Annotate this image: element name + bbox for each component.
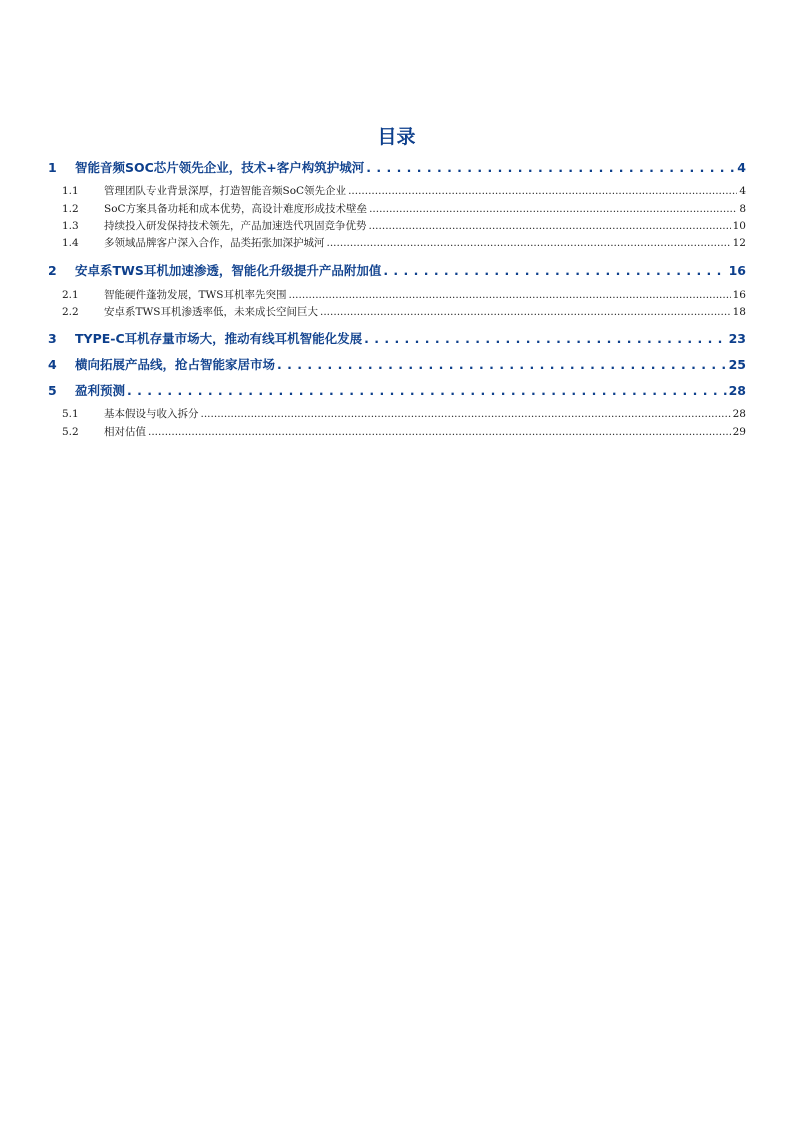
toc-entry-number: 2.1 (62, 289, 79, 301)
toc-entry-page: 25 (728, 357, 746, 372)
toc-entry-number: 1.2 (62, 203, 79, 215)
toc-entry-page: 28 (732, 408, 746, 420)
toc-entry-number: 1 (48, 160, 57, 175)
toc-entry-text: 智能音频SOC芯片领先企业，技术+客户构筑护城河 (75, 160, 365, 175)
toc-entry-text: 基本假设与收入拆分 (104, 408, 199, 420)
toc-entry-page: 28 (728, 383, 746, 398)
toc-entry-page: 4 (737, 160, 746, 175)
toc-entry-text: 持续投入研发保持技术领先，产品加速迭代巩固竞争优势 (104, 220, 367, 232)
toc-entry-page: 23 (728, 331, 746, 346)
toc-entry-2-2[interactable] (62, 304, 746, 320)
toc-entry-text: 安卓系TWS耳机渗透率低，未来成长空间巨大 (104, 306, 318, 318)
toc-entry-page: 16 (732, 289, 746, 301)
dot-leader (127, 383, 727, 398)
dot-leader (148, 426, 731, 438)
toc-entry-1[interactable] (48, 158, 746, 178)
toc-entry-text: SoC方案具备功耗和成本优势，高设计难度形成技术壁垒 (104, 203, 368, 215)
toc-entry-number: 5.2 (62, 426, 79, 438)
toc-entry-4[interactable] (48, 355, 746, 375)
toc-entry-number: 2.2 (62, 306, 79, 318)
toc-entry-number: 1.1 (62, 185, 79, 197)
toc-entry-text: 横向拓展产品线，抢占智能家居市场 (75, 357, 276, 372)
toc-entry-number: 5 (48, 383, 57, 398)
dot-leader (369, 220, 731, 232)
toc-entry-text: 智能硬件蓬勃发展，TWS耳机率先突围 (104, 289, 287, 301)
toc-entry-5-2[interactable] (62, 424, 746, 440)
toc-entry-page: 18 (732, 306, 746, 318)
dot-leader (289, 289, 731, 301)
toc-entry-number: 1.3 (62, 220, 79, 232)
toc-entry-1-2[interactable] (62, 201, 746, 217)
toc-entry-2[interactable] (48, 261, 746, 281)
dot-leader (364, 331, 726, 346)
toc-entry-page: 12 (732, 237, 746, 249)
dot-leader (320, 306, 731, 318)
dot-leader (383, 263, 726, 278)
toc-entry-page: 29 (732, 426, 746, 438)
toc-entry-number: 1.4 (62, 237, 79, 249)
toc-entry-5-1[interactable] (62, 406, 746, 422)
toc-entry-text: 多领域品牌客户深入合作，品类拓张加深护城河 (104, 237, 325, 249)
toc-entry-text: 管理团队专业背景深厚，打造智能音频SoC领先企业 (104, 185, 347, 197)
dot-leader (366, 160, 735, 175)
toc-entry-page: 16 (728, 263, 746, 278)
toc-entry-number: 5.1 (62, 408, 79, 420)
toc-entry-5[interactable] (48, 381, 746, 401)
dot-leader (277, 357, 727, 372)
toc-entry-number: 2 (48, 263, 57, 278)
dot-leader (348, 185, 737, 197)
toc-entry-text: 盈利预测 (75, 383, 126, 398)
dot-leader (201, 408, 731, 420)
toc-entry-page: 4 (739, 185, 746, 197)
toc-entry-1-3[interactable] (62, 218, 746, 234)
toc-entry-1-4[interactable] (62, 235, 746, 251)
toc-entry-1-1[interactable] (62, 183, 746, 199)
toc-entry-number: 4 (48, 357, 57, 372)
dot-leader (369, 203, 737, 215)
toc-title: 目录 (377, 126, 416, 148)
toc-entry-text: TYPE-C耳机存量市场大，推动有线耳机智能化发展 (75, 331, 363, 346)
toc-entry-page: 8 (739, 203, 746, 215)
toc-entry-page: 10 (732, 220, 746, 232)
toc-entry-text: 相对估值 (104, 426, 146, 438)
toc-entry-text: 安卓系TWS耳机加速渗透，智能化升级提升产品附加值 (75, 263, 382, 278)
toc-entry-number: 3 (48, 331, 57, 346)
toc-entry-3[interactable] (48, 329, 746, 349)
toc-entry-2-1[interactable] (62, 287, 746, 303)
dot-leader (327, 237, 731, 249)
